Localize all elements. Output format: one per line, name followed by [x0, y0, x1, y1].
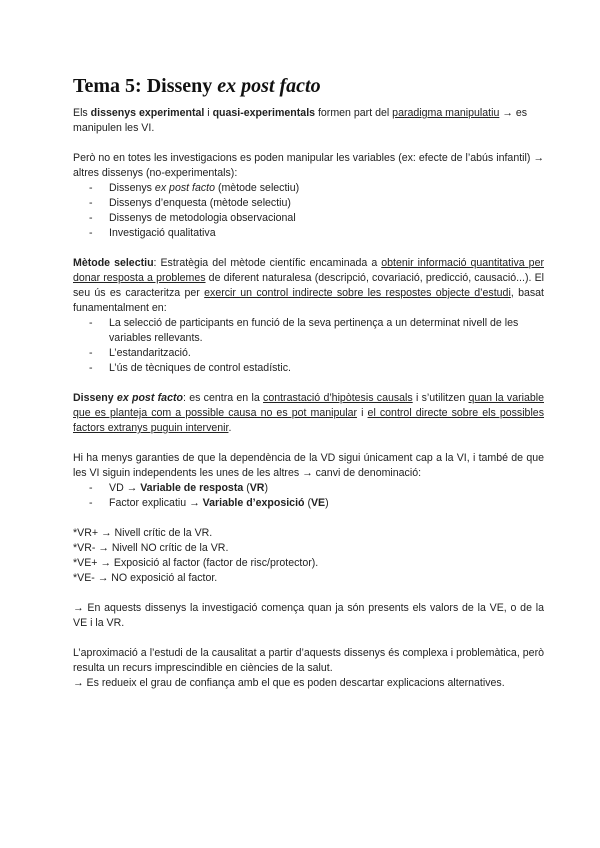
metode-selectiu-list	[73, 316, 544, 376]
list-item: - Factor explicatiu → Variable d’exposició (VE)	[73, 496, 544, 511]
inici-paragraph: → En aquests dissenys la investigació comença quan ja són presents els valors de la VE, o de la VE i la VR.	[73, 602, 544, 629]
list-item: - Investigació qualitativa	[73, 226, 544, 241]
note-line: *VR+ → Nivell crític de la VR.	[73, 527, 213, 539]
list-item: - La selecció de participants en funció de la seva pertinença a un determinat nivell de les variables rellevants.	[73, 316, 544, 346]
list-item: - L’ús de tècniques de control estadístic.	[73, 361, 544, 376]
note-line: *VE- → NO exposició al factor.	[73, 572, 218, 584]
intro-paragraph: Els dissenys experimental i quasi-experimentals formen part del paradigma manipulatiu → es manipulen les VI.	[73, 107, 528, 134]
confianca-line: → Es redueix el grau de confiança amb el que es poden descartar explicacions alternatives.	[73, 677, 505, 689]
non-experimental-list	[73, 181, 544, 241]
note-line: *VR- → Nivell NO crític de la VR.	[73, 542, 229, 554]
non-experimental-paragraph: Però no en totes les investigacions es poden manipular les variables (ex: efecte de l’abús infantil) → altres dissenys (no-experimentals):	[73, 152, 544, 179]
list-item: - Dissenys d’enquesta (mètode selectiu)	[73, 196, 544, 211]
disseny-definition-paragraph: Disseny ex post facto: es centra en la contrastació d’hipòtesis causals i s’utilitzen quan la variable que es planteja com a possible causa no es pot manipular i el control directe sobre els possibles factors extranys puguin intervenir.	[73, 392, 544, 434]
page-title: Tema 5: Disseny ex post facto	[73, 75, 321, 97]
list-item: - VD → Variable de resposta (VR)	[73, 481, 544, 496]
metode-selectiu-paragraph: Mètode selectiu: Estratègia del mètode científic encaminada a obtenir informació quantitativa per donar resposta a problemes de diferent naturalesa (descripció, covariació, predicció, causació...). El seu ús es caracteritza per exercir un control indirecte sobre les respostes objecte d’estudi, basat funamentalment en:	[73, 257, 544, 314]
denominacio-list	[73, 481, 544, 511]
list-item: - L’estandarització.	[73, 346, 544, 361]
note-line: *VE+ → Exposició al factor (factor de risc/protector).	[73, 557, 319, 569]
document-page	[73, 74, 544, 691]
garanties-paragraph: Hi ha menys garanties de que la dependència de la VD sigui únicament cap a la VI, i també de que les VI siguin independents les unes de les altres → canvi de denominació:	[73, 452, 544, 479]
list-item: - Dissenys ex post facto (mètode selectiu)	[73, 181, 544, 196]
list-item: - Dissenys de metodologia observacional	[73, 211, 544, 226]
causalitat-paragraph: L’aproximació a l’estudi de la causalitat a partir d’aquests dissenys és complexa i problemàtica, però resulta un recurs imprescindible en ciències de la salut.	[73, 647, 544, 674]
